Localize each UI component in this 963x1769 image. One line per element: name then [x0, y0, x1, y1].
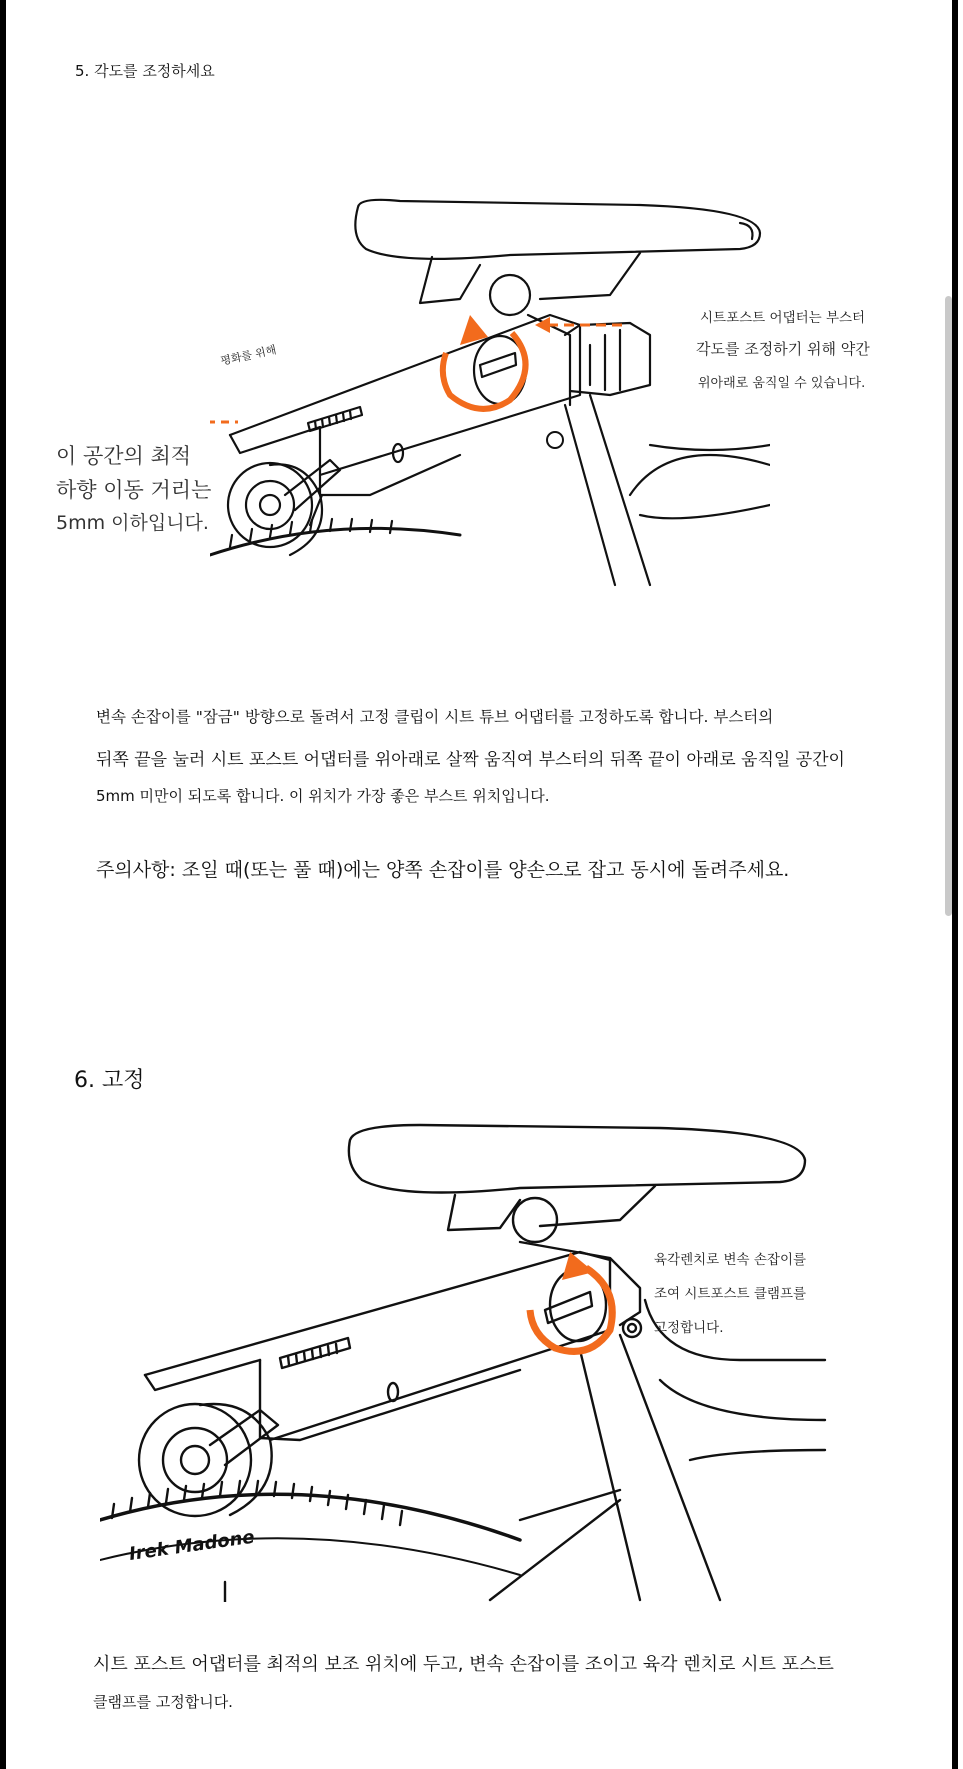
gap-callout-line-3: 5mm 이하입니다. [56, 512, 209, 534]
step6-callout-line-2: 조여 시트포스트 클램프를 [654, 1286, 807, 1302]
level-label: 평화를 위해 [219, 343, 278, 368]
tire-brand-text: Irek Madone [127, 1526, 256, 1565]
step5-body-line-3: 5mm 미만이 되도록 합니다. 이 위치가 가장 좋은 부스트 위치입니다. [96, 787, 550, 805]
step6-body-line-1: 시트 포스트 어댑터를 최적의 보조 위치에 두고, 변속 손잡이를 조이고 육각 렌치로 시트 포스트 [93, 1654, 834, 1675]
step6-title: 6. 고정 [74, 1068, 145, 1093]
step5-caution-note: 주의사항: 조일 때(또는 풀 때)에는 양쪽 손잡이를 양손으로 잡고 동시에 돌려주세요. [96, 859, 790, 881]
step6-figure [100, 1120, 830, 1602]
step5-callout-line-1: 시트포스트 어댑터는 부스터 [700, 310, 866, 326]
step6-callout-line-1: 육각렌치로 변속 손잡이를 [654, 1252, 807, 1268]
scrollbar-thumb[interactable] [945, 296, 952, 916]
step5-callout-line-2: 각도를 조정하기 위해 약간 [696, 340, 870, 358]
step5-figure [210, 195, 770, 595]
page-border-left [0, 0, 6, 1769]
step5-callout-line-3: 위아래로 움직일 수 있습니다. [698, 376, 866, 391]
page-border-right [952, 0, 958, 1769]
step6-body-line-2: 클램프를 고정합니다. [93, 1693, 233, 1711]
step5-title: 5. 각도를 조정하세요 [75, 62, 215, 80]
gap-callout-line-2: 하향 이동 거리는 [56, 478, 212, 502]
gap-callout-line-1: 이 공간의 최적 [56, 444, 192, 468]
step5-body-line-1: 변속 손잡이를 "잠금" 방향으로 돌려서 고정 클립이 시트 튜브 어댑터를 고정하도록 합니다. 부스터의 [96, 708, 774, 726]
step5-body-line-2: 뒤쪽 끝을 눌러 시트 포스트 어댑터를 위아래로 살짝 움직여 부스터의 뒤쪽 끝이 아래로 움직일 공간이 [96, 750, 845, 770]
step6-callout-line-3: 고정합니다. [654, 1320, 724, 1336]
